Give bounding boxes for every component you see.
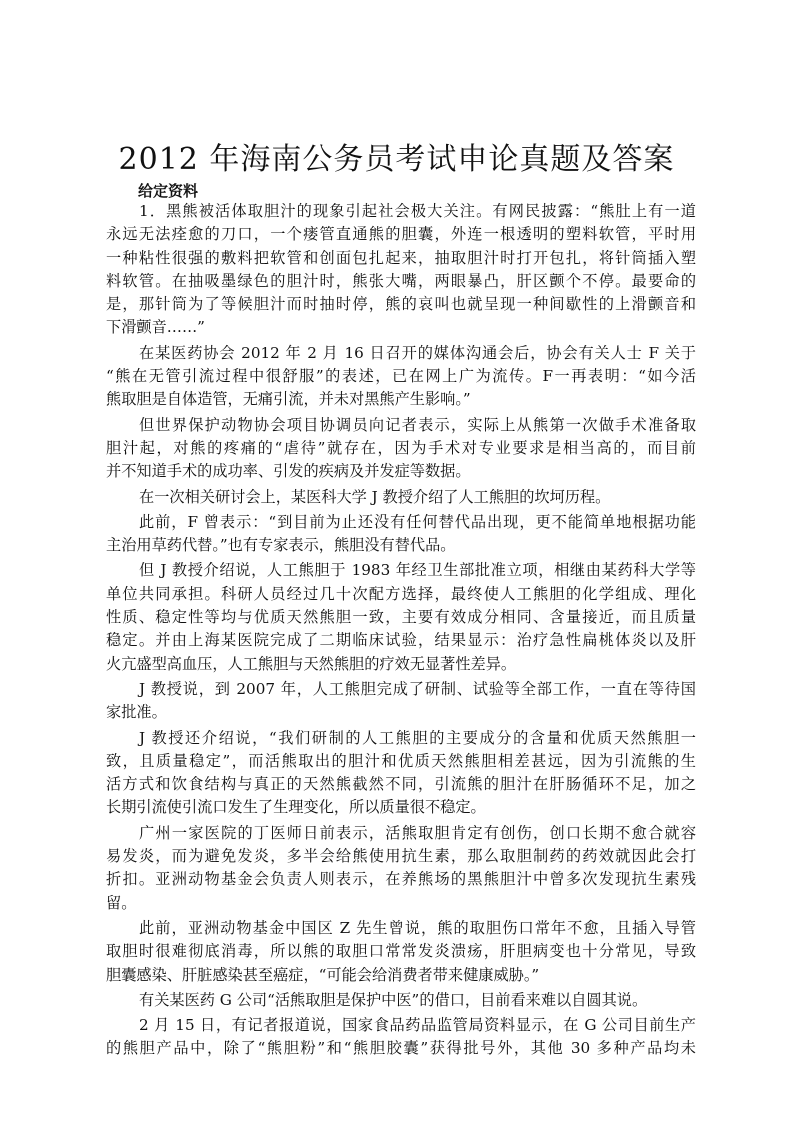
text-line: 单位共同承担。科研人员经过几十次配方选择，最终使人工熊胆的化学组成、理化	[106, 584, 696, 603]
text-line: 稳定。并由上海某医院完成了二期临床试验，结果显示：治疗急性扁桃体炎以及肝	[106, 631, 696, 650]
paragraph	[106, 511, 696, 558]
text-line: 熊取胆是自体造管，无痛引流，并未对黑熊产生影响。”	[106, 390, 471, 409]
text-line: 胆汁起，对熊的疼痛的“虐待”就存在，因为手术对专业要求是相当高的，而目前	[106, 438, 696, 457]
text-line: 此前，F 曾表示：“到目前为止还没有任何替代品出现，更不能简单地根据功能	[139, 512, 696, 531]
text-line: 永远无法痊愈的刀口，一个瘘管直通熊的胆囊，外连一根透明的塑料软管，平时用	[106, 225, 696, 244]
paragraph	[106, 727, 696, 820]
text-line: 一种粘性很强的敷料把软管和创面包扎起来，抽取胆汁时打开包扎，将针筒插入塑	[106, 248, 696, 267]
text-line: 活方式和饮食结构与真正的天然熊截然不同，引流熊的胆汁在肝肠循环不足，加之	[106, 775, 696, 794]
text-line: 但世界保护动物协会项目协调员向记者表示，实际上从熊第一次做手术准备取	[139, 415, 696, 434]
paragraph	[106, 917, 696, 987]
text-line: 是，那针筒为了等候胆汁而时抽时停，熊的哀叫也就呈现一种间歇性的上滑颤音和	[106, 295, 696, 314]
document-body	[106, 200, 696, 1061]
text-line: 料软管。在抽吸墨绿色的胆汁时，熊张大嘴，两眼暴凸，肝区颤个不停。最要命的	[106, 271, 696, 290]
text-line: 下滑颤音……”	[106, 318, 205, 337]
text-line: 主治用草药代替。”也有专家表示，熊胆没有替代品。	[106, 536, 456, 555]
text-line: 胆囊感染、肝脏感染甚至癌症，“可能会给消费者带来健康威胁。”	[106, 965, 540, 984]
text-line: J 教授说，到 2007 年，人工熊胆完成了研制、试验等全部工作，一直在等待国	[139, 679, 696, 698]
text-line: J 教授还介绍说，“我们研制的人工熊胆的主要成分的含量和优质天然熊胆一	[139, 728, 696, 747]
document-title: 2012 年海南公务员考试申论真题及答案	[118, 142, 675, 177]
text-line: 家批准。	[106, 703, 167, 722]
paragraph	[106, 342, 696, 412]
text-line: 性质、稳定性等均与优质天然熊胆一致，主要有效成分相同、含量接近，而且质量	[106, 608, 696, 627]
text-line: 2 月 15 日，有记者报道说，国家食品药品监管局资料显示，在 G 公司目前生产	[139, 1016, 696, 1035]
paragraph	[106, 486, 696, 509]
text-line: 折扣。亚洲动物基金会负责人则表示，在养熊场的黑熊胆汁中曾多次发现抗生素残	[106, 870, 696, 889]
paragraph	[106, 200, 696, 340]
paragraph	[106, 822, 696, 915]
text-line: 致，且质量稳定”，而活熊取出的胆汁和优质天然熊胆相差甚远，因为引流熊的生	[106, 751, 696, 770]
paragraph	[106, 678, 696, 725]
text-line: 广州一家医院的丁医师日前表示，活熊取胆肯定有创伤，创口长期不愈合就容	[139, 823, 696, 842]
paragraph	[106, 989, 696, 1012]
text-line: 的熊胆产品中，除了“熊胆粉”和“熊胆胶囊”获得批号外，其他 30 多种产品均未	[106, 1039, 696, 1058]
text-line: “熊在无管引流过程中很舒服”的表述，已在网上广为流传。F一再表明：“如今活	[106, 367, 696, 386]
text-line: 但 J 教授介绍说，人工熊胆于 1983 年经卫生部批准立项，相继由某药科大学等	[139, 561, 696, 580]
text-line: 有关某医药 G 公司“活熊取胆是保护中医”的借口，目前看来难以自圆其说。	[139, 990, 648, 1009]
paragraph	[106, 559, 696, 675]
text-line: 长期引流使引流口发生了生理变化，所以质量很不稳定。	[106, 798, 486, 817]
text-line: 在某医药协会 2012 年 2 月 16 日召开的媒体沟通会后，协会有关人士 F 关于	[139, 343, 696, 362]
text-line: 火亢盛型高血压，人工熊胆与天然熊胆的疗效无显著性差异。	[106, 654, 517, 673]
text-line: 并不知道手术的成功率、引发的疾病及并发症等数据。	[106, 462, 471, 481]
text-line: 1．黑熊被活体取胆汁的现象引起社会极大关注。有网民披露：“熊肚上有一道	[139, 202, 696, 220]
section-heading: 给定资料	[138, 182, 199, 200]
paragraph	[106, 414, 696, 484]
text-line: 易发炎，而为避免发炎，多半会给熊使用抗生素，那么取胆制药的药效就因此会打	[106, 847, 696, 866]
text-line: 在一次相关研讨会上，某医科大学 J 教授介绍了人工熊胆的坎坷历程。	[139, 487, 611, 506]
text-line: 取胆时很难彻底消毒，所以熊的取胆口常常发炎溃疡，肝胆病变也十分常见，导致	[106, 942, 696, 961]
text-line: 留。	[106, 893, 137, 912]
text-line: 此前，亚洲动物基金中国区 Z 先生曾说，熊的取胆伤口常年不愈，且插入导管	[139, 918, 696, 937]
paragraph	[106, 1014, 696, 1061]
